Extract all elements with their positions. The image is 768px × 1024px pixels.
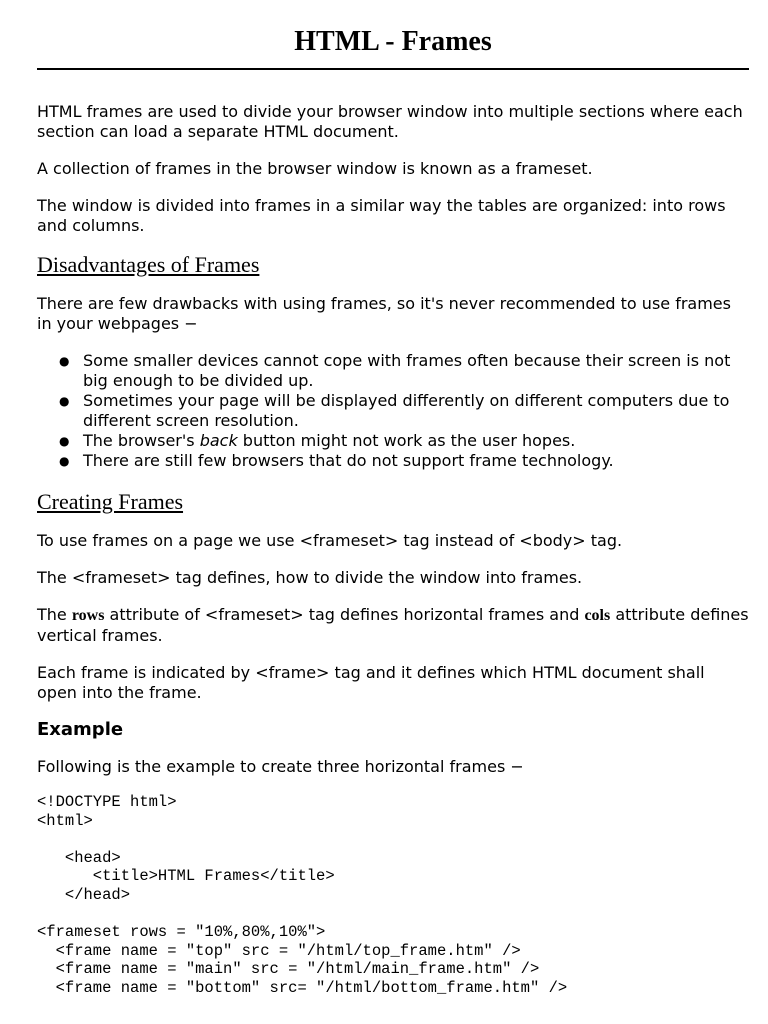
text-run: The: [37, 605, 72, 624]
creating-paragraph-3: [37, 605, 749, 646]
list-item: [59, 391, 749, 431]
intro-paragraph-1: HTML frames are used to divide your browser window into multiple sections where each section can load a separate HTML document.: [37, 102, 743, 141]
document-page: [37, 0, 749, 998]
list-item: [59, 451, 749, 471]
list-item-text-before: The browser's: [83, 431, 200, 450]
code-block: <!DOCTYPE html> <html> <head> <title>HTML Frames</title> </head> <frameset rows = "10%,80%,10%"> <frame name = "top" src = "/html/top_frame.htm" /> <frame name = "main" src = "/html/main_frame.htm" /> <frame name = "bottom" src= "/html/bottom_frame.htm" />: [37, 793, 568, 997]
list-item: [59, 351, 749, 391]
creating-paragraph-2: The <frameset> tag defines, how to divide the window into frames.: [37, 568, 583, 587]
creating-paragraph-1: To use frames on a page we use <frameset> tag instead of <body> tag.: [37, 531, 623, 550]
intro-paragraph-2: A collection of frames in the browser window is known as a frameset.: [37, 159, 593, 178]
disadvantages-list: [37, 351, 749, 471]
section-heading-disadvantages: Disadvantages of Frames: [37, 252, 260, 277]
cols-keyword: cols: [584, 607, 611, 624]
list-item-text: There are still few browsers that do not support frame technology.: [83, 451, 614, 470]
intro-paragraph-3: The window is divided into frames in a similar way the tables are organized: into rows and columns.: [37, 196, 726, 235]
bullet-icon: ●: [59, 394, 70, 408]
list-item-text: Sometimes your page will be displayed differently on different computers due to different screen resolution.: [83, 391, 730, 430]
text-run: attribute of <frameset> tag defines horizontal frames and: [104, 605, 585, 624]
bullet-icon: ●: [59, 454, 70, 468]
page-title: HTML - Frames: [294, 26, 492, 57]
bullet-icon: ●: [59, 354, 70, 368]
disadvantages-lead: There are few drawbacks with using frames, so it's never recommended to use frames in your webpages −: [37, 294, 731, 333]
creating-paragraph-4: Each frame is indicated by <frame> tag and it defines which HTML document shall open into the frame.: [37, 663, 705, 702]
rows-keyword: rows: [71, 607, 105, 624]
text-run: attribute defines vertical frames.: [37, 605, 749, 645]
list-item-text: Some smaller devices cannot cope with frames often because their screen is not big enough to be divided up.: [83, 351, 731, 390]
section-heading-creating: Creating Frames: [37, 489, 184, 514]
example-heading: Example: [37, 719, 124, 740]
example-lead: Following is the example to create three horizontal frames −: [37, 757, 524, 776]
title-divider: [37, 68, 749, 70]
bullet-icon: ●: [59, 434, 70, 448]
list-item-emphasis: back: [199, 431, 238, 450]
list-item-text-after: button might not work as the user hopes.: [237, 431, 576, 450]
list-item: [59, 431, 749, 451]
